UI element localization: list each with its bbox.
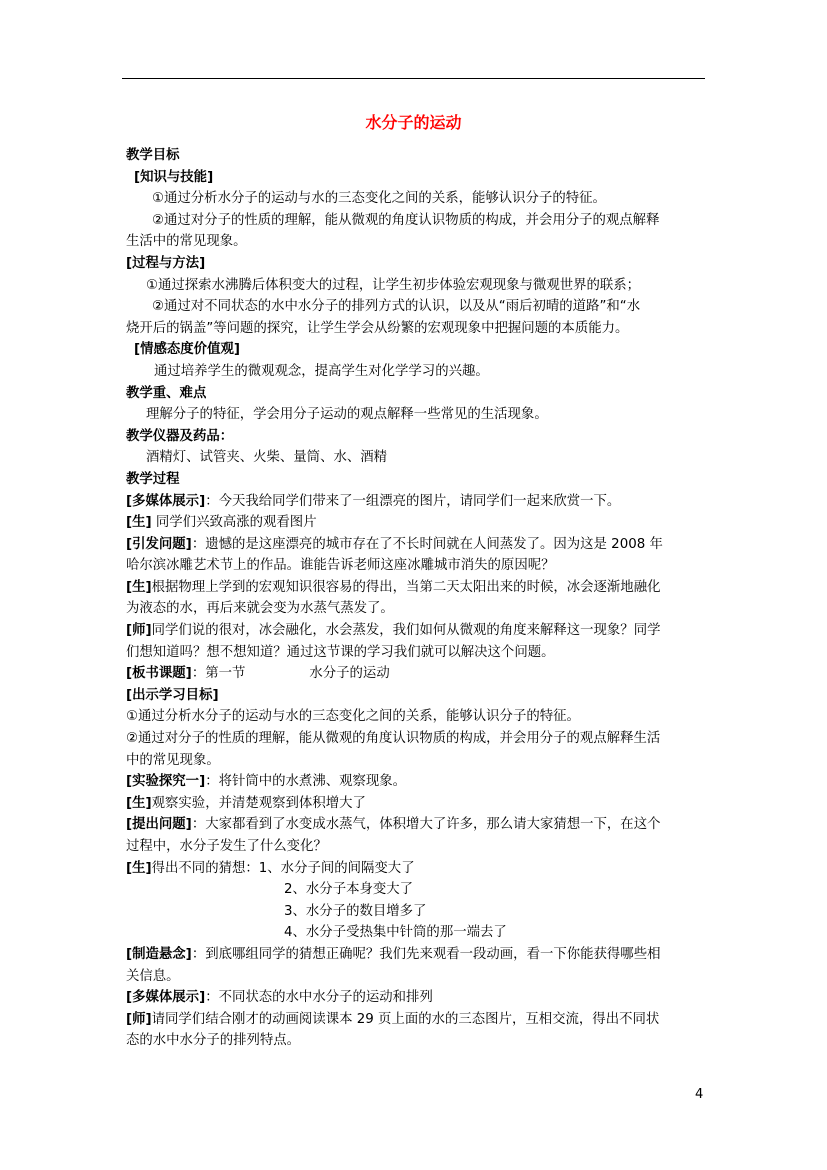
tag: [生] <box>126 579 152 595</box>
text-line: [多媒体展示]：今天我给同学们带来了一组漂亮的图片，请同学们一起来欣赏一下。 <box>126 493 621 509</box>
section-heading: 教学仪器及药品： <box>126 428 234 444</box>
tag: [多媒体展示] <box>126 990 206 1006</box>
text-line: [生]得出不同的猜想：1、水分子间的间隔变大了 <box>126 860 415 876</box>
text-line: ②通过对分子的性质的理解，能从微观的角度认识物质的构成，并会用分子的观点解释生活 <box>126 731 661 747</box>
text-line: [师]同学们说的很对，冰会融化，水会蒸发，我们如何从微观的角度来解释这一现象？同学 <box>126 623 661 639</box>
text-line: [制造悬念]：到底哪组同学的猜想正确呢？我们先来观看一段动画，看一下你能获得哪些相 <box>126 946 661 962</box>
tag: [生] <box>126 860 152 876</box>
text-line: 们想知道吗？想不想知道？通过这节课的学习我们就可以解决这个问题。 <box>126 644 555 660</box>
list-item: 3、水分子的数目增多了 <box>284 903 427 919</box>
text-line: 生活中的常见现象。 <box>126 234 247 250</box>
tag: [实验探究一] <box>126 774 206 790</box>
page-number: 4 <box>695 1087 704 1102</box>
text-line: [生] 同学们兴致高涨的观看图片 <box>126 515 317 531</box>
tag: [生] <box>126 795 152 811</box>
subsection-heading: [过程与方法] <box>126 255 206 271</box>
text-line: ①通过分析水分子的运动与水的三态变化之间的关系，能够认识分子的特征。 <box>152 191 606 207</box>
tag: [出示学习目标] <box>126 687 219 703</box>
list-item: 4、水分子受热集中针筒的那一端去了 <box>284 925 507 941</box>
text-line: 理解分子的特征，学会用分子运动的观点解释一些常见的生活现象。 <box>146 407 548 423</box>
text-line: 通过培养学生的微观观念，提高学生对化学学习的兴趣。 <box>154 363 489 379</box>
text-line: [生]根据物理上学到的宏观知识很容易的得出，当第二天太阳出来的时候，冰会逐渐地融化 <box>126 579 661 595</box>
text-line: [板书课题]：第一节 水分子的运动 <box>126 666 390 682</box>
text-line: [生]观察实验，并清楚观察到体积增大了 <box>126 795 366 811</box>
text-line: 为液态的水，再后来就会变为水蒸气蒸发了。 <box>126 601 394 617</box>
text-line: [引发问题]：遗憾的是这座漂亮的城市存在了不长时间就在人间蒸发了。因为这是 2008 年 <box>126 536 663 552</box>
tag: [提出问题] <box>126 817 192 833</box>
text-line: ①通过分析水分子的运动与水的三态变化之间的关系，能够认识分子的特征。 <box>126 709 580 725</box>
text-line: 过程中，水分子发生了什么变化？ <box>126 839 327 854</box>
tag: [师] <box>126 1011 152 1027</box>
text-line: ②通过对分子的性质的理解，能从微观的角度认识物质的构成，并会用分子的观点解释 <box>152 212 660 228</box>
tag: [板书课题] <box>126 666 192 682</box>
text-line: ②通过对不同状态的水中水分子的排列方式的认识，以及从“雨后初晴的道路”和“水 <box>152 299 641 315</box>
tag: [师] <box>126 623 152 639</box>
page-title: 水分子的运动 <box>365 113 462 132</box>
text-line: 关信息。 <box>126 968 180 984</box>
section-heading: 教学目标 <box>126 148 180 163</box>
tag: [制造悬念] <box>126 946 192 962</box>
tag: [生] <box>126 515 152 531</box>
tag: [引发问题] <box>126 536 192 552</box>
text-line: 哈尔滨冰雕艺术节上的作品。谁能告诉老师这座冰雕城市消失的原因呢？ <box>126 558 555 574</box>
text-line: 态的水中水分子的排列特点。 <box>126 1033 301 1049</box>
text-line: 烧开后的锅盖”等问题的探究，让学生学会从纷繁的宏观现象中把握问题的本质能力。 <box>126 320 629 336</box>
text-line: ①通过探索水沸腾后体积变大的过程，让学生初步体验宏观现象与微观世界的联系； <box>146 277 641 293</box>
text-line: [多媒体展示]：不同状态的水中水分子的运动和排列 <box>126 990 433 1006</box>
text-line: [提出问题]：大家都看到了水变成水蒸气，体积增大了许多，那么请大家猜想一下，在这个 <box>126 817 661 833</box>
subsection-heading: [知识与技能] <box>134 169 214 185</box>
list-item: 2、水分子本身变大了 <box>284 882 414 898</box>
section-heading: 教学重、难点 <box>126 385 207 401</box>
tag: [多媒体展示] <box>126 493 206 509</box>
subsection-heading: [情感态度价值观] <box>134 342 240 358</box>
text-line: [实验探究一]：将针筒中的水煮沸、观察现象。 <box>126 774 407 790</box>
text-line: 中的常见现象。 <box>126 752 220 768</box>
text-line: [师]请同学们结合刚才的动画阅读课本 29 页上面的水的三态图片，互相交流，得出不同状 <box>126 1011 660 1027</box>
header-rule <box>122 78 705 79</box>
document-body <box>126 145 706 1052</box>
text-line: 酒精灯、试管夹、火柴、量筒、水、酒精 <box>146 450 388 466</box>
section-heading: 教学过程 <box>126 471 180 487</box>
